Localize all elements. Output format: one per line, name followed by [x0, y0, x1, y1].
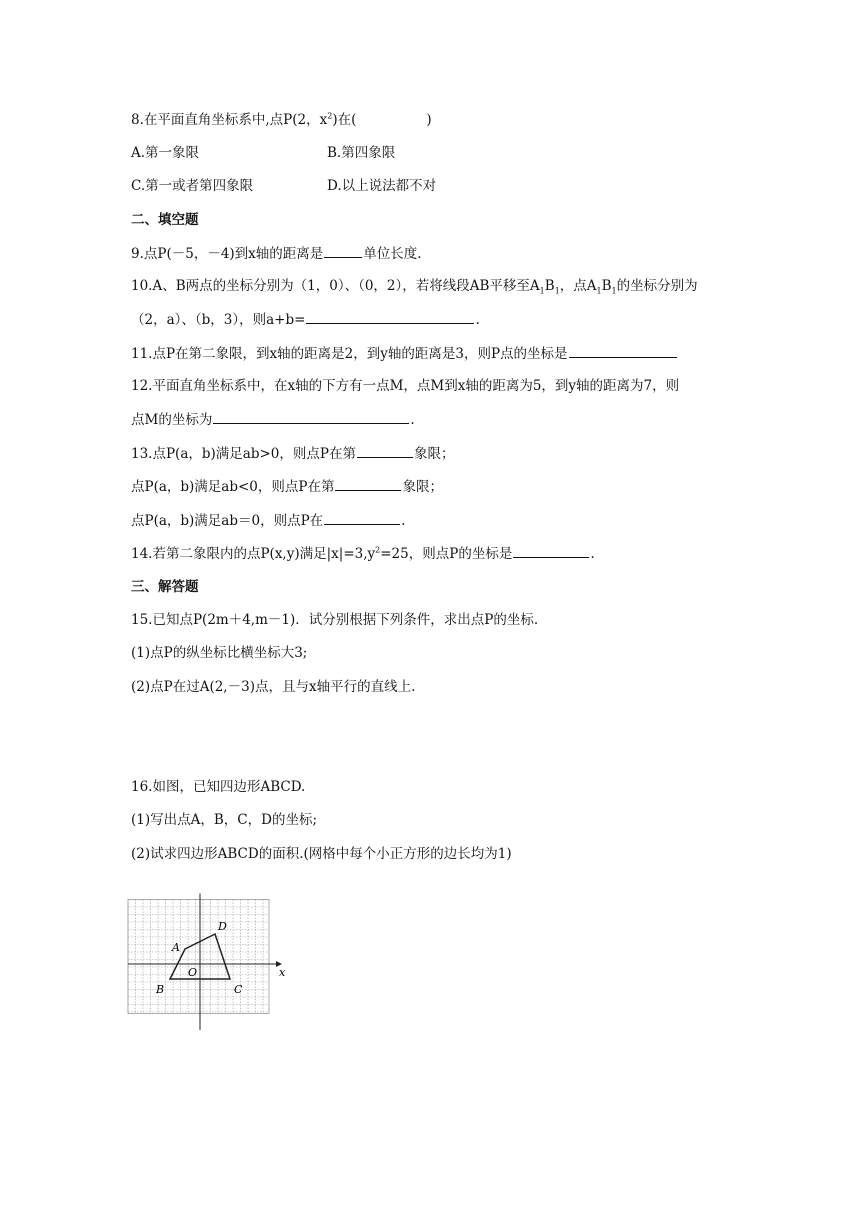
q13-line3: [131, 510, 405, 531]
q14-answer-blank[interactable]: [513, 543, 589, 558]
q8-stem: [131, 110, 432, 130]
q13-l2-b: 象限；: [402, 479, 443, 495]
axes: [128, 894, 282, 1031]
q10-answer-blank[interactable]: [306, 309, 474, 324]
label-C: C: [234, 983, 243, 996]
quadrilateral-grid-figure: [128, 880, 286, 1030]
q14: [131, 543, 595, 564]
label-D: D: [218, 920, 227, 933]
q14-sup: 2: [375, 545, 381, 555]
q10-sub4: 1: [611, 286, 617, 296]
q13-answer-blank-1[interactable]: [357, 443, 413, 458]
q9: [131, 243, 422, 264]
q10-sub3: 1: [596, 286, 602, 296]
q8-option-c[interactable]: C.第一或者第四象限: [131, 178, 254, 194]
q9-answer-blank[interactable]: [324, 243, 362, 258]
q11-text: 11.点P在第二象限，到x轴的距离是2，到y轴的距离是3，则P点的坐标是: [131, 346, 568, 362]
q13-line1: [131, 443, 454, 464]
q11: [131, 343, 678, 364]
label-A: A: [172, 941, 180, 954]
q12-line2: [131, 409, 415, 430]
q10-l2-b: .: [475, 312, 480, 328]
q13-answer-blank-3[interactable]: [324, 510, 400, 525]
q10-l2-a: （2，a）、（b，3），则a+b=: [131, 312, 306, 328]
q10-sub1: 1: [539, 286, 545, 296]
q13-l3-b: .: [401, 513, 406, 529]
q14-c: .: [590, 546, 595, 562]
q10-l1-a: 10.A、B两点的坐标分别为（1，0）、（0，2），若将线段AB平移至A: [131, 278, 540, 294]
q13-l1-b: 象限；: [413, 446, 455, 462]
q14-a: 14.若第二象限内的点P(x,y)满足|x|=3,y: [131, 546, 376, 562]
q10-l1-b: B: [544, 278, 555, 294]
q8-stem-c: ): [426, 112, 432, 128]
q16-stem: 16.如图，已知四边形ABCD.: [131, 779, 306, 795]
q14-b: =25，则点P的坐标是: [380, 546, 513, 562]
q16-part1: (1)写出点A，B，C，D的坐标;: [131, 812, 317, 828]
q15-part1: (1)点P的纵坐标比横坐标大3;: [131, 645, 308, 661]
q11-answer-blank[interactable]: [569, 343, 677, 358]
q9-a: 9.点P(－5，－4)到x轴的距离是: [131, 246, 324, 262]
q12-l2-b: .: [410, 412, 415, 428]
q8-stem-sup: 2: [327, 111, 333, 121]
q16-part2: (2)试求四边形ABCD的面积.(网格中每个小正方形的边长均为1): [131, 846, 512, 862]
q9-b: 单位长度.: [363, 246, 422, 262]
q10-l1-d: B: [601, 278, 612, 294]
q10-l1-c: ，点A: [559, 278, 597, 294]
q13-l2-a: 点P(a，b)满足ab<0，则点P在第: [131, 479, 335, 495]
q10-line1: [131, 276, 698, 296]
label-origin: O: [188, 966, 198, 979]
label-B: B: [156, 983, 165, 996]
q15-part2: (2)点P在过A(2,－3)点，且与x轴平行的直线上.: [131, 679, 416, 695]
q15-stem: 15.已知点P(2m＋4,m－1)．试分别根据下列条件，求出点P的坐标.: [131, 612, 539, 628]
q13-l1-a: 13.点P(a，b)满足ab>0，则点P在第: [131, 446, 356, 462]
q12-l2-a: 点M的坐标为: [131, 412, 213, 428]
q8-stem-b: )在(: [332, 112, 357, 128]
q10-line2: [131, 309, 480, 330]
q13-line2: [131, 476, 443, 497]
q13-l3-a: 点P(a，b)满足ab＝0，则点P在: [131, 513, 324, 529]
q12-line1: 12.平面直角坐标系中，在x轴的下方有一点M，点M到x轴的距离为5，到y轴的距离为7，则: [131, 378, 680, 394]
q13-answer-blank-2[interactable]: [335, 476, 401, 491]
section-fill-in-heading: 二、填空题: [131, 212, 199, 228]
q10-sub2: 1: [554, 286, 560, 296]
q8-option-a[interactable]: A.第一象限: [131, 145, 200, 161]
section-solution-heading: 三、解答题: [131, 579, 199, 595]
q8-option-b[interactable]: B.第四象限: [327, 145, 396, 161]
q10-l1-e: 的坐标分别为: [616, 278, 698, 294]
grid-lines: [128, 900, 269, 1014]
q8-option-d[interactable]: D.以上说法都不对: [327, 178, 437, 194]
label-x-axis: x: [279, 966, 286, 979]
q12-answer-blank[interactable]: [213, 409, 409, 424]
q8-stem-a: 8.在平面直角坐标系中,点P(2，x: [131, 112, 328, 128]
